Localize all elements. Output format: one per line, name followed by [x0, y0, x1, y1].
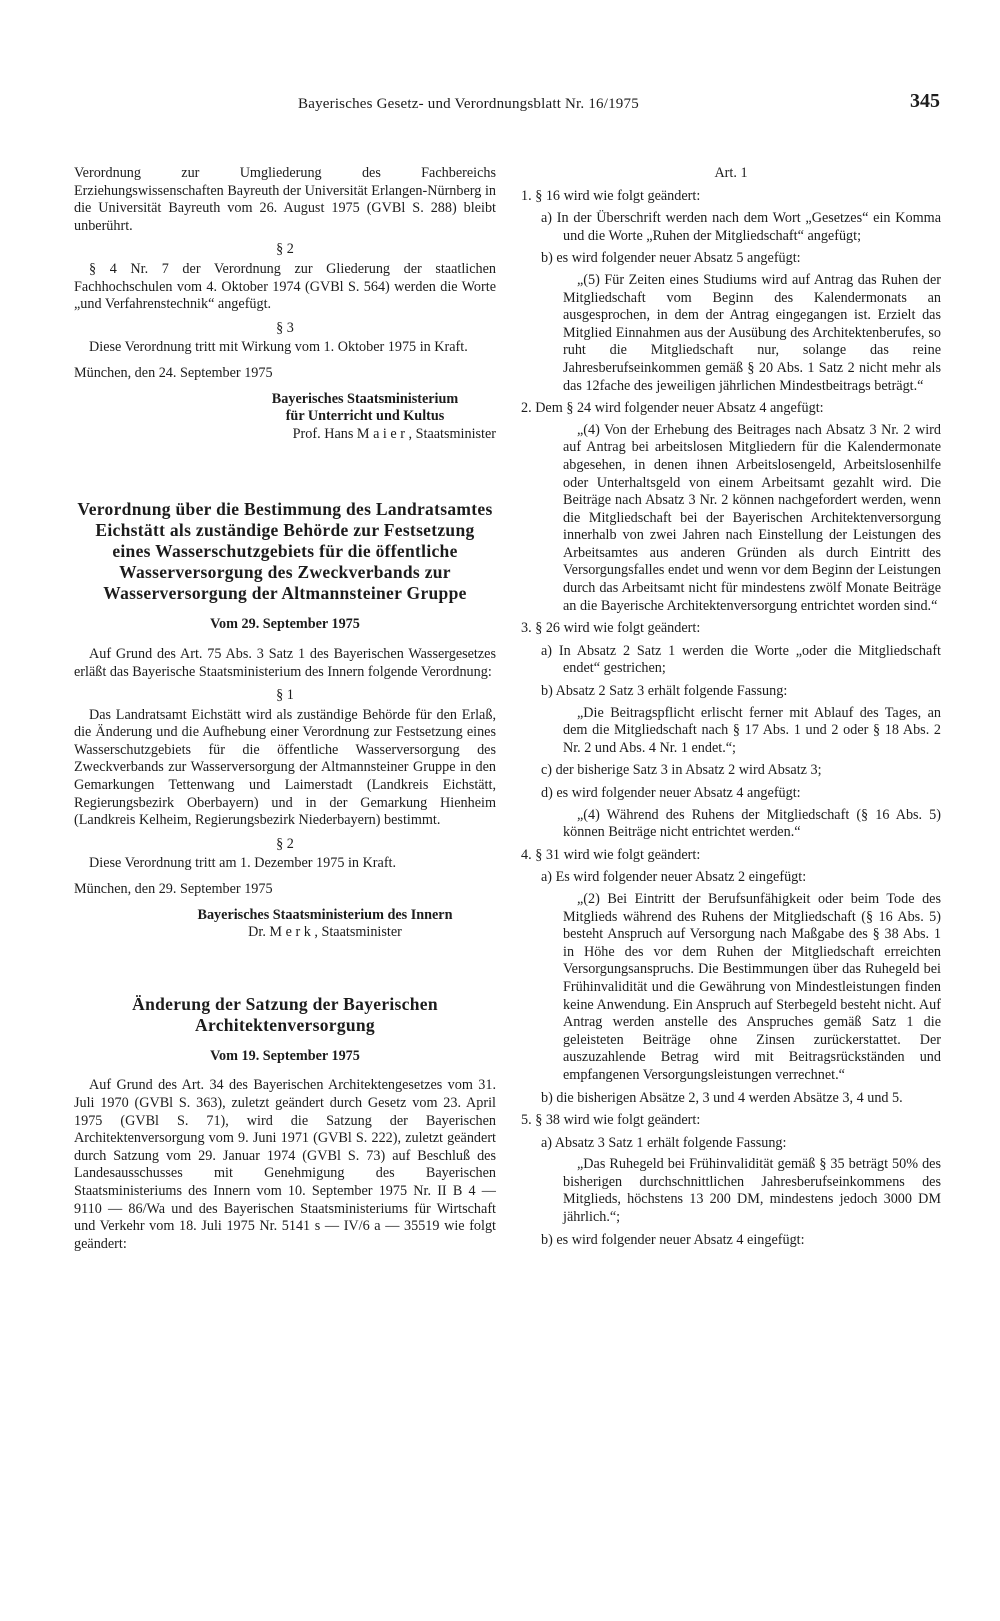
item-4-a: a) Es wird folgender neuer Absatz 2 eingefügt:: [541, 869, 807, 886]
regulation-1-section-1-heading: § 1: [276, 687, 294, 704]
section-3-text: Diese Verordnung tritt mit Wirkung vom 1. Oktober 1975 in Kraft.: [89, 339, 468, 356]
regulation-2-title: Änderung der Satzung der Bayerischen Architektenversorgung: [132, 993, 438, 1035]
ministry-1-line-1: Bayerisches Staatsministerium: [271, 390, 459, 407]
item-3-d: d) es wird folgender neuer Absatz 4 angefügt:: [541, 785, 801, 801]
regulation-1-section-2-text: Diese Verordnung tritt am 1. Dezember 1975 in Kraft.: [89, 855, 397, 872]
item-2: 2. Dem § 24 wird folgender neuer Absatz 4 angefügt:: [521, 400, 824, 417]
item-3-b-quote: „Die Beitragspflicht erlischt ferner mit Ablauf des Tages, an dem die Mitgliedschaft nach § 17 Abs. 1 und 2 oder § 18 Abs. 2 Nr. 2 und Abs. 4 Nr. 1 endet.“;: [563, 704, 941, 756]
right-column: [521, 165, 941, 1249]
item-4-a-quote: „(2) Bei Eintritt der Berufsunfähigkeit oder beim Tode des Mitglieds während des Ruhens der Mitgliedschaft (§ 16 Abs. 5) besteht Anspruch auf Versorgung nach Maßgabe des § 38 Abs. 1 in Höhe des vor dem Ruhen der Mitgliedschaft erreichten Versorgungsanspruchs. Die Bestimmungen über das Ruhegeld bei Frühinvalidität und die Gewährung von Mindestleistungen finden keine Anwendung. Ein Anspruch auf Sterbegeld besteht nicht. Auf Antrag werden anstelle des Anspruches gemäß Satz 1 die geleisteten Beiträge ohne Zinsen zurückerstattet. Der auszuzahlende Betrag wird mit Beitragsrückständen und empfangenen Versorgungsleistungen verrechnet.“: [563, 890, 941, 1083]
regulation-2-intro: Auf Grund des Art. 34 des Bayerischen Architektengesetzes vom 31. Juli 1970 (GVBl S. 363), zuletzt geändert durch Gesetz vom 23. April 1975 (GVBl S. 71), wird die Satzung der Bayerischen Architektenversorgung vom 9. Juni 1971 (GVBl S. 222), zuletzt geändert durch Satzung vom 29. Januar 1974 (GVBl S. 73) auf Beschluß des Landesausschusses mit Genehmigung des Bayerischen Staatsministeriums des Innern vom 10. September 1975 Nr. II B 4 — 9110 — 86/Wa und des Bayerischen Staatsministeriums für Wirtschaft und Verkehr vom 18. Juli 1975 Nr. 5141 s — IV/6 a — 35519 wie folgt geändert:: [74, 1077, 496, 1252]
item-4-b: b) die bisherigen Absätze 2, 3 und 4 werden Absätze 3, 4 und 5.: [541, 1089, 903, 1106]
intro-paragraph: Verordnung zur Umgliederung des Fachbereichs Erziehungswissenschaften Bayreuth der Universität Erlangen-Nürnberg in die Universität Bayreuth vom 26. August 1975 (GVBl S. 288) bleibt unberührt.: [74, 165, 496, 234]
item-3-a: a) In Absatz 2 Satz 1 werden die Worte „oder die Mitgliedschaft endet“ gestrichen;: [541, 642, 941, 677]
item-3-c: c) der bisherige Satz 3 in Absatz 2 wird Absatz 3;: [541, 762, 822, 779]
item-1-a: a) In der Überschrift werden nach dem Wort „Gesetzes“ ein Komma und die Worte „Ruhen der Mitgliedschaft“ angefügt;: [541, 210, 941, 244]
item-5-b: b) es wird folgender neuer Absatz 4 eingefügt:: [541, 1231, 805, 1248]
ministry-2: Bayerisches Staatsministerium des Innern: [197, 906, 453, 923]
item-3: 3. § 26 wird wie folgt geändert:: [521, 620, 701, 637]
ministry-1-line-2: für Unterricht und Kultus: [285, 408, 445, 425]
item-5: 5. § 38 wird wie folgt geändert:: [521, 1112, 701, 1129]
regulation-1-title: Verordnung über die Bestimmung des Landratsamtes Eichstätt als zuständige Behörde zur Festsetzung eines Wasserschutzgebiets für die öffentliche Wasserversorgung des Zweckverbands zur Wasserversorgung der Altmannsteiner Gruppe: [77, 499, 493, 604]
section-3-heading: § 3: [276, 319, 294, 336]
signer-2: Dr. M e r k , Staatsminister: [248, 924, 402, 941]
regulation-1-date: Vom 29. September 1975: [210, 616, 360, 633]
item-1-b: b) es wird folgender neuer Absatz 5 angefügt:: [541, 250, 801, 267]
regulation-1-intro: Auf Grund des Art. 75 Abs. 3 Satz 1 des Bayerischen Wassergesetzes erläßt das Bayerische Staatsministerium des Innern folgende Verordnung:: [74, 645, 496, 680]
section-2-text: § 4 Nr. 7 der Verordnung zur Gliederung der staatlichen Fachhochschulen vom 4. Oktober 1974 (GVBl S. 564) werden die Worte „und Verfahrenstechnik“ angefügt.: [74, 260, 496, 313]
page-number: 345: [910, 90, 940, 112]
signer-1: Prof. Hans M a i e r , Staatsminister: [292, 425, 496, 442]
item-5-a: a) Absatz 3 Satz 1 erhält folgende Fassung:: [541, 1134, 787, 1151]
item-1: 1. § 16 wird wie folgt geändert:: [521, 187, 701, 204]
date-line-1: München, den 24. September 1975: [74, 364, 273, 381]
article-1-heading: Art. 1: [714, 165, 748, 181]
regulation-1-section-1-text: Das Landratsamt Eichstätt wird als zuständige Behörde für den Erlaß, die Änderung und die Aufhebung einer Verordnung zur Festsetzung eines Wasserschutzgebiets für die öffentliche Wasserversorgung des Zweckverbands zur Wasserversorgung der Altmannsteiner Gruppe in den Gemarkungen Tettenwang und Laimerstadt (Landkreis Eichstätt, Regierungsbezirk Oberbayern) und in der Gemarkung Hienheim (Landkreis Kelheim, Regierungsbezirk Niederbayern) bestimmt.: [74, 706, 496, 829]
date-line-2: München, den 29. September 1975: [74, 881, 273, 898]
item-4: 4. § 31 wird wie folgt geändert:: [521, 846, 701, 863]
running-title: Bayerisches Gesetz- und Verordnungsblatt Nr. 16/1975: [298, 96, 639, 112]
item-5-a-quote: „Das Ruhegeld bei Frühinvalidität gemäß § 35 beträgt 50% des bisherigen durchschnittlichen Jahresberufseinkommens des Mitglieds, höchstens 13 200 DM, mindestens jedoch 3000 DM jährlich.“;: [563, 1156, 941, 1226]
item-1-b-quote: „(5) Für Zeiten eines Studiums wird auf Antrag das Ruhen der Mitgliedschaft vom Beginn des Kalendermonats an ausgesprochen, in dem der Antrag eingegangen ist. Erzielt das Mitglied Einnahmen aus der Ausübung des Architektenberufes, so ruht die Mitgliedschaft nur, solange das reine Jahresberufseinkommen gemäß § 20 Abs. 1 Satz 2 nicht mehr als das 12fache des jeweiligen jährlichen Mindestbeitrags beträgt.“: [563, 271, 941, 394]
item-3-b: b) Absatz 2 Satz 3 erhält folgende Fassung:: [541, 683, 788, 700]
item-2-quote: „(4) Von der Erhebung des Beitrages nach Absatz 3 Nr. 2 wird auf Antrag bei arbeitslosen Mitgliedern für die Kalendermonate abgesehen, in denen ihnen Arbeitslosengeld, Arbeitslosenhilfe oder Unterhaltsgeld von einem Arbeitsamt gezahlt wird. Die Beiträge nach Absatz 3 Nr. 2 können nachgefordert werden, wenn die Mitgliedschaft bei der Bayerischen Architektenversorgung innerhalb von zwei Jahren nach Einstellung der Leistungen des Arbeitsamtes aus anderen Gründen als durch Eintritt des Versorgungsfalles endet und wenn vor dem Beginn der Leistungen durch das Arbeitsamt nicht für mindestens zwölf Monate Beiträge an die Bayerische Architektenversorgung entrichtet worden sind.“: [563, 421, 941, 614]
item-3-d-quote: „(4) Während des Ruhens der Mitgliedschaft (§ 16 Abs. 5) können Beiträge nicht entrichtet werden.“: [563, 806, 941, 841]
regulation-1-section-2-heading: § 2: [276, 835, 294, 852]
left-column: [74, 165, 496, 1253]
section-2-heading: § 2: [276, 241, 294, 258]
page-header: [290, 90, 940, 116]
regulation-2-date: Vom 19. September 1975: [210, 1047, 360, 1064]
